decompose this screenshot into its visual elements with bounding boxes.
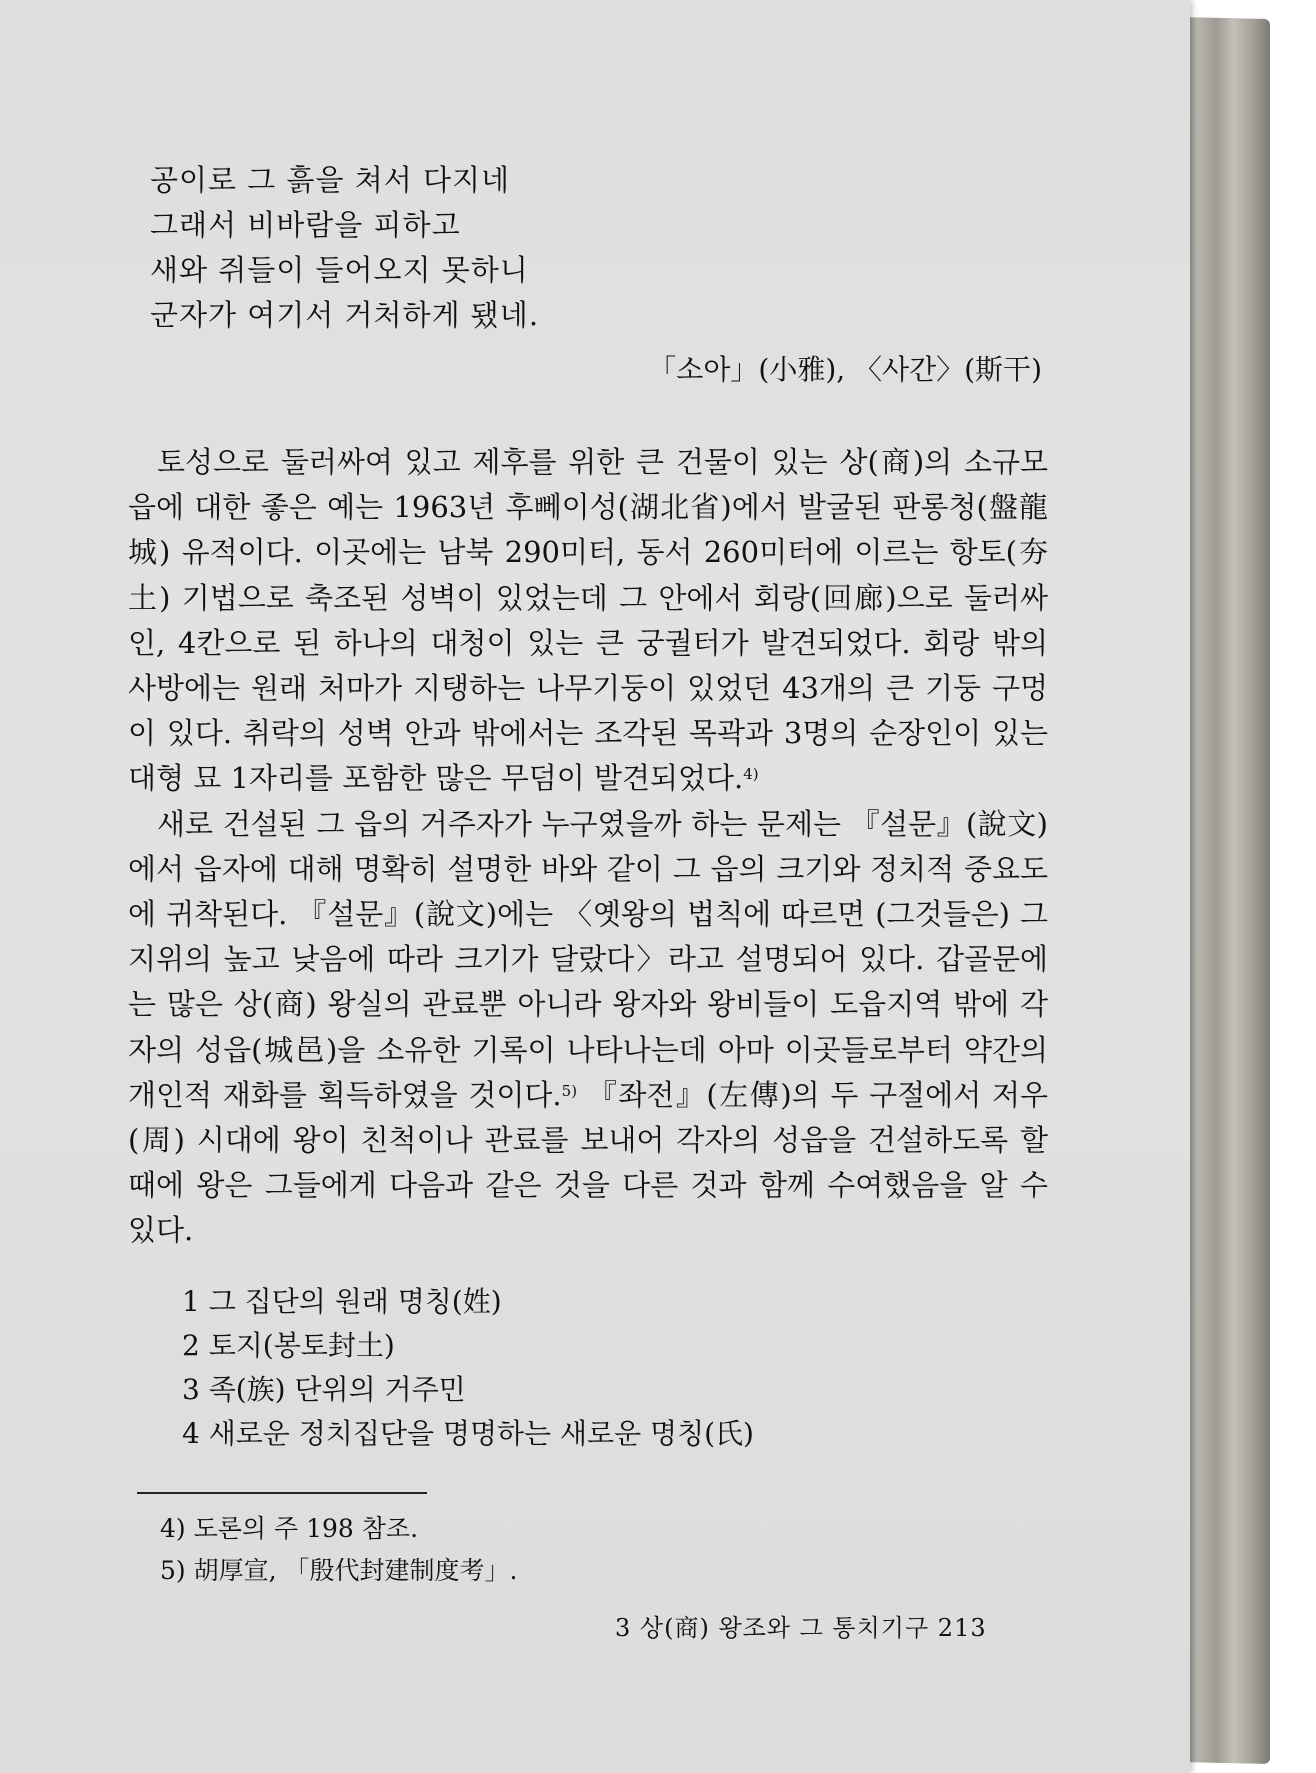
body-text: [128, 440, 1048, 1254]
poem: [150, 158, 539, 338]
numbered-list: [182, 1280, 754, 1456]
footnote-rule: [137, 1492, 427, 1494]
paragraph-text: 토성으로 둘러싸여 있고 제후를 위한 큰 건물이 있는 상(商)의 소규모 읍에 대한 좋은 예는 1963년 후뻬이성(湖北省)에서 발굴된 판롱청(盤龍城) 유적이다. 이곳에는 남북 290미터, 동서 260미터에 이르는 항토(夯土) 기법으로 축조된 성벽이 있었는데 그 안에서 회랑(回廊)으로 둘러싸인, 4칸으로 된 하나의 대청이 있는 큰 궁궐터가 발견되었다. 회랑 밖의 사방에는 원래 처마가 지탱하는 나무기둥이 있었던 43개의 큰 기둥 구멍이 있다. 취락의 성벽 안과 밖에서는 조각된 목곽과 3명의 순장인이 있는 대형 묘 1자리를 포함한 많은 무덤이 발견되었다.: [128, 445, 1048, 796]
poem-line: 새와 쥐들이 들어오지 못하니: [150, 253, 529, 287]
list-item: 4 새로운 정치집단을 명명하는 새로운 명칭(氏): [182, 1417, 754, 1450]
poem-line: 그래서 비바람을 피하고: [150, 208, 461, 242]
footnote: 5) 胡厚宣, 「殷代封建制度考」.: [160, 1556, 518, 1585]
poem-line: 공이로 그 흙을 쳐서 다지네: [150, 163, 511, 197]
poem-citation: 「소아」(小雅), 〈사간〉(斯干): [648, 353, 1042, 386]
paragraph-text: 새로 건설된 그 읍의 거주자가 누구였을까 하는 문제는 『설문』(說文)에서 읍자에 대해 명확히 설명한 바와 같이 그 읍의 크기와 정치적 중요도에 귀착된다. 『설문』(說文)에는 〈옛왕의 법칙에 따르면 (그것들은) 그 지위의 높고 낮음에 따라 크기가 달랐다〉라고 설명되어 있다. 갑골문에는 많은 상(商) 왕실의 관료뿐 아니라 왕자와 왕비들이 도읍지역 밖에 각자의 성읍(城邑)을 소유한 기록이 나타나는데 아마 이곳들로부터 약간의 개인적 재화를 획득하였을 것이다.: [128, 806, 1048, 1112]
list-item: 2 토지(봉토封土): [182, 1329, 395, 1362]
poem-line: 군자가 여기서 거처하게 됐네.: [150, 298, 540, 332]
paragraph: [128, 802, 1048, 1254]
list-item: 3 족(族) 단위의 거주민: [182, 1373, 466, 1406]
page-edge: [1180, 17, 1270, 1764]
footnotes: [160, 1508, 517, 1592]
list-item: 1 그 집단의 원래 명칭(姓): [182, 1285, 502, 1318]
footnote-ref: 5): [561, 1081, 578, 1100]
footnote-ref: 4): [743, 765, 759, 784]
footnote: 4) 도론의 주 198 참조.: [160, 1514, 419, 1543]
paragraph-text: 『좌전』(左傳)의 두 구절에서 저우(周) 시대에 왕이 친척이나 관료를 보내어 각자의 성읍을 건설하도록 할 때에 왕은 그들에게 다음과 같은 것을 다른 것과 함께 수여했음을 알 수 있다.: [128, 1077, 1048, 1248]
paragraph: [128, 440, 1048, 802]
running-footer: 3 상(商) 왕조와 그 통치기구 213: [615, 1614, 987, 1642]
